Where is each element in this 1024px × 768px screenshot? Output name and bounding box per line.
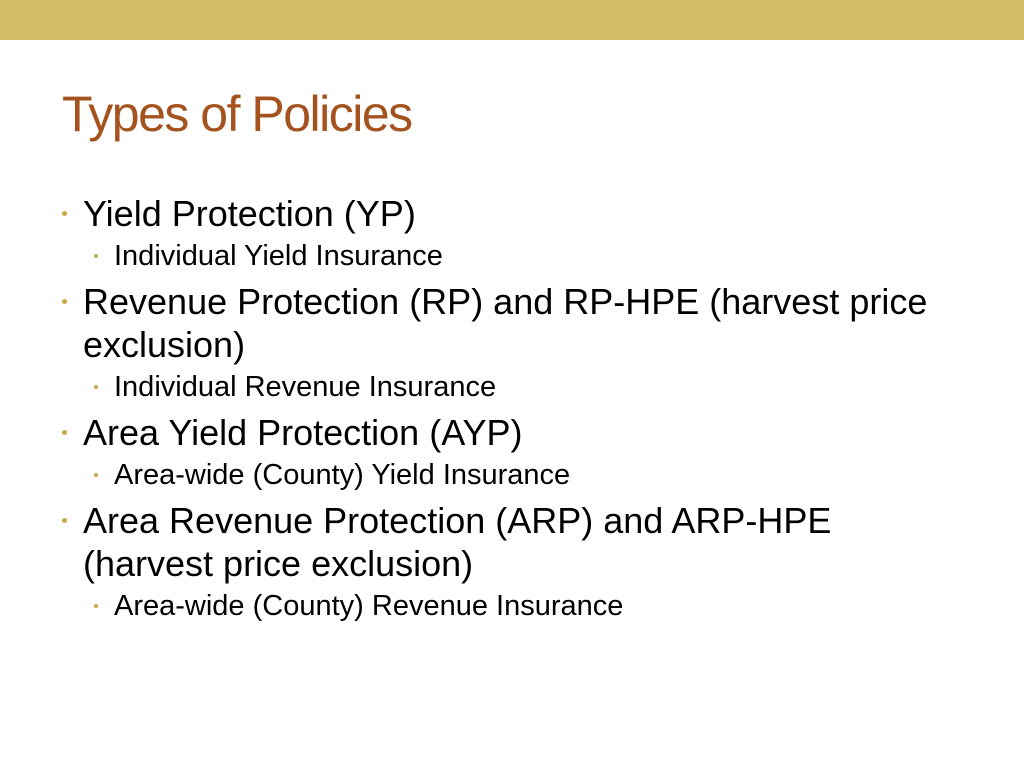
sub-bullet-text: Individual Revenue Insurance xyxy=(114,371,497,403)
bullet-dot-icon xyxy=(62,299,67,304)
bullet-text: Revenue Protection (RP) and RP-HPE (harvest price exclusion) xyxy=(83,281,928,365)
bullet-text: Yield Protection (YP) xyxy=(83,193,416,234)
sub-bullet-item xyxy=(56,238,956,274)
bullet-dot-icon xyxy=(62,211,67,216)
bullet-item xyxy=(56,411,956,454)
bullet-dot-icon xyxy=(62,518,67,523)
bullet-item xyxy=(56,499,956,585)
bullet-dot-icon xyxy=(62,430,67,435)
bullet-item xyxy=(56,192,956,235)
slide-title: Types of Policies xyxy=(62,86,412,142)
top-accent-bar xyxy=(0,0,1024,40)
sub-bullet-item xyxy=(56,588,956,624)
sub-bullet-item xyxy=(56,457,956,493)
sub-bullet-text: Area-wide (County) Revenue Insurance xyxy=(114,590,624,622)
bullet-list xyxy=(56,192,956,624)
bullet-dot-icon xyxy=(94,604,98,608)
bullet-dot-icon xyxy=(94,254,98,258)
sub-bullet-item xyxy=(56,369,956,405)
bullet-text: Area Yield Protection (AYP) xyxy=(83,412,523,453)
bullet-dot-icon xyxy=(94,473,98,477)
bullet-text: Area Revenue Protection (ARP) and ARP-HPE (harvest price exclusion) xyxy=(83,500,832,584)
sub-bullet-text: Area-wide (County) Yield Insurance xyxy=(114,459,571,491)
bullet-dot-icon xyxy=(94,385,98,389)
bullet-item xyxy=(56,280,956,366)
sub-bullet-text: Individual Yield Insurance xyxy=(114,240,443,272)
